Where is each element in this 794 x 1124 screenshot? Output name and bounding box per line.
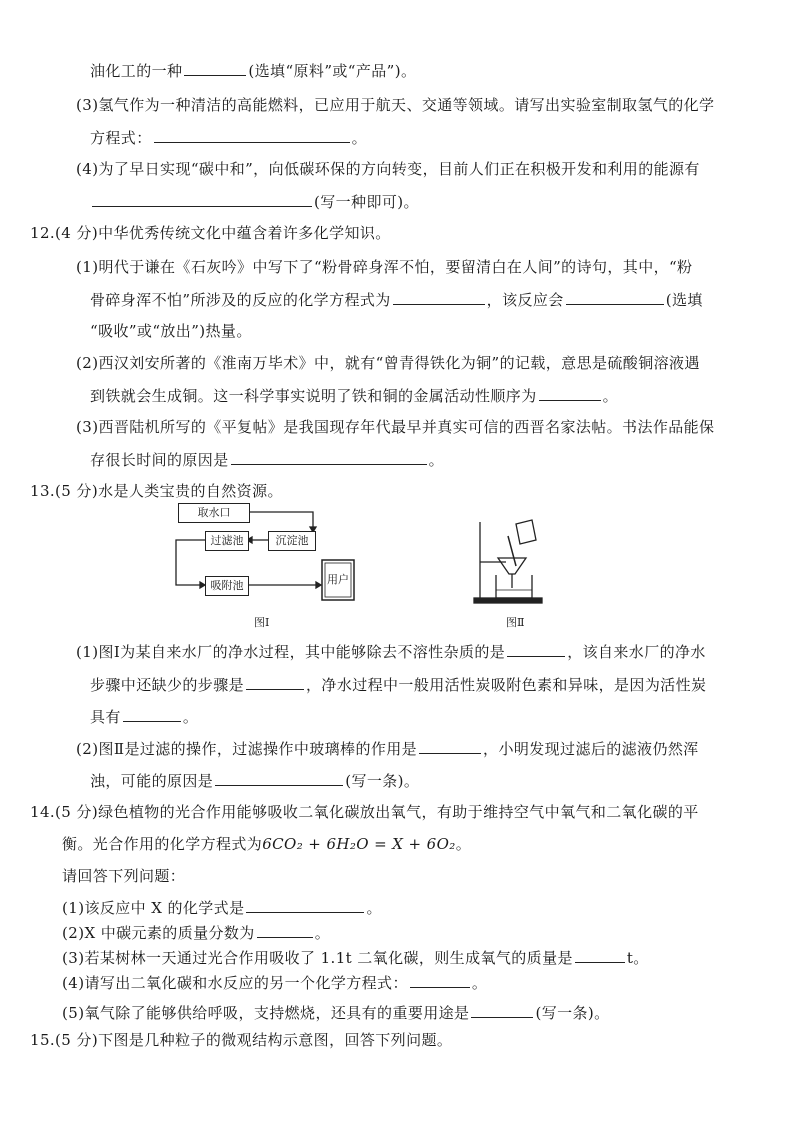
q12-2-line2: 到铁就会生成铜。这一科学事实说明了铁和铜的金属活动性顺序为 。 — [90, 387, 619, 405]
q13-1-line3: 具有 。 — [90, 708, 199, 726]
answer-blank[interactable] — [575, 947, 625, 963]
q14-line2: 衡。光合作用的化学方程式为6CO₂ + 6H₂O = X + 6O₂。 — [62, 835, 472, 853]
answer-blank[interactable] — [123, 706, 181, 722]
answer-blank[interactable] — [410, 972, 470, 988]
q14-3: (3)若某树林一天通过光合作用吸收了 1.1t 二氧化碳，则生成氧气的质量是 t。 — [62, 949, 649, 967]
q13-2-line2: 浊，可能的原因是 (写一条)。 — [90, 772, 420, 790]
q11-3-line1: (3)氢气作为一种清洁的高能燃料，已应用于航天、交通等领域。请写出实验室制取氢气的化学 — [76, 96, 715, 114]
q11-4-line1: (4)为了早日实现“碳中和”，向低碳环保的方向转变，目前人们正在积极开发和利用的能源有 — [76, 160, 700, 178]
intake-box: 取水口 — [178, 503, 250, 523]
q12-1-line3: “吸收”或“放出”)热量。 — [90, 322, 252, 340]
q12-2-line1: (2)西汉刘安所著的《淮南万毕术》中，就有“曾青得铁化为铜”的记载，意思是硫酸铜溶液遇 — [76, 354, 700, 372]
q13-1-line2: 步骤中还缺少的步骤是 ，净水过程中一般用活性炭吸附色素和异味，是因为活性炭 — [90, 676, 707, 694]
answer-blank[interactable] — [246, 674, 304, 690]
q14-prompt: 请回答下列问题： — [62, 867, 186, 885]
q13-1-line1: (1)图Ⅰ为某自来水厂的净水过程，其中能够除去不溶性杂质的是 ，该自来水厂的净水 — [76, 643, 706, 661]
answer-blank[interactable] — [257, 922, 313, 938]
q13-2-line1: (2)图Ⅱ是过滤的操作，过滤操作中玻璃棒的作用是 ，小明发现过滤后的滤液仍然浑 — [76, 740, 699, 758]
q15-title: 15.(5 分)下图是几种粒子的微观结构示意图，回答下列问题。 — [30, 1031, 453, 1049]
answer-blank[interactable] — [246, 897, 364, 913]
figure-2-caption: 图Ⅱ — [506, 616, 525, 629]
answer-blank[interactable] — [471, 1002, 533, 1018]
q14-line1: 14.(5 分)绿色植物的光合作用能够吸收二氧化碳放出氧气，有助于维持空气中氧气和二氧化碳的平 — [30, 803, 699, 821]
photosynthesis-equation: 6CO₂ + 6H₂O = X + 6O₂ — [262, 835, 456, 853]
q12-1-line1: (1)明代于谦在《石灰吟》中写下了“粉骨碎身浑不怕，要留清白在人间”的诗句，其中，“粉 — [76, 258, 693, 276]
filter-tank-box: 过滤池 — [205, 531, 249, 551]
answer-blank[interactable] — [215, 770, 343, 786]
answer-blank[interactable] — [507, 641, 565, 657]
settling-tank-box: 沉淀池 — [268, 531, 316, 551]
q14-5: (5)氧气除了能够供给呼吸，支持燃烧，还具有的重要用途是 (写一条)。 — [62, 1004, 610, 1022]
q14-2: (2)X 中碳元素的质量分数为 。 — [62, 924, 331, 942]
q12-3-line1: (3)西晋陆机所写的《平复帖》是我国现存年代最早并真实可信的西晋名家法帖。书法作品能保 — [76, 418, 715, 436]
q11-3-line2: 方程式： 。 — [90, 129, 368, 147]
q12-title: 12.(4 分)中华优秀传统文化中蕴含着许多化学知识。 — [30, 224, 391, 242]
q11-4-line2: (写一种即可)。 — [90, 191, 419, 212]
answer-blank[interactable] — [419, 738, 481, 754]
q14-1: (1)该反应中 X 的化学式是 。 — [62, 899, 382, 917]
user-label: 用户 — [327, 573, 349, 586]
figure-1-caption: 图Ⅰ — [254, 616, 270, 629]
q12-1-line2: 骨碎身浑不怕”所涉及的反应的化学方程式为 ，该反应会 (选填 — [90, 291, 703, 309]
q14-4: (4)请写出二氧化碳和水反应的另一个化学方程式： 。 — [62, 974, 488, 992]
q11-2-continuation: 油化工的一种 (选填“原料”或“产品”)。 — [90, 62, 417, 80]
adsorption-tank-box: 吸附池 — [205, 576, 249, 596]
q13-title: 13.(5 分)水是人类宝贵的自然资源。 — [30, 482, 283, 500]
q12-3-line2: 存很长时间的原因是 。 — [90, 451, 445, 469]
